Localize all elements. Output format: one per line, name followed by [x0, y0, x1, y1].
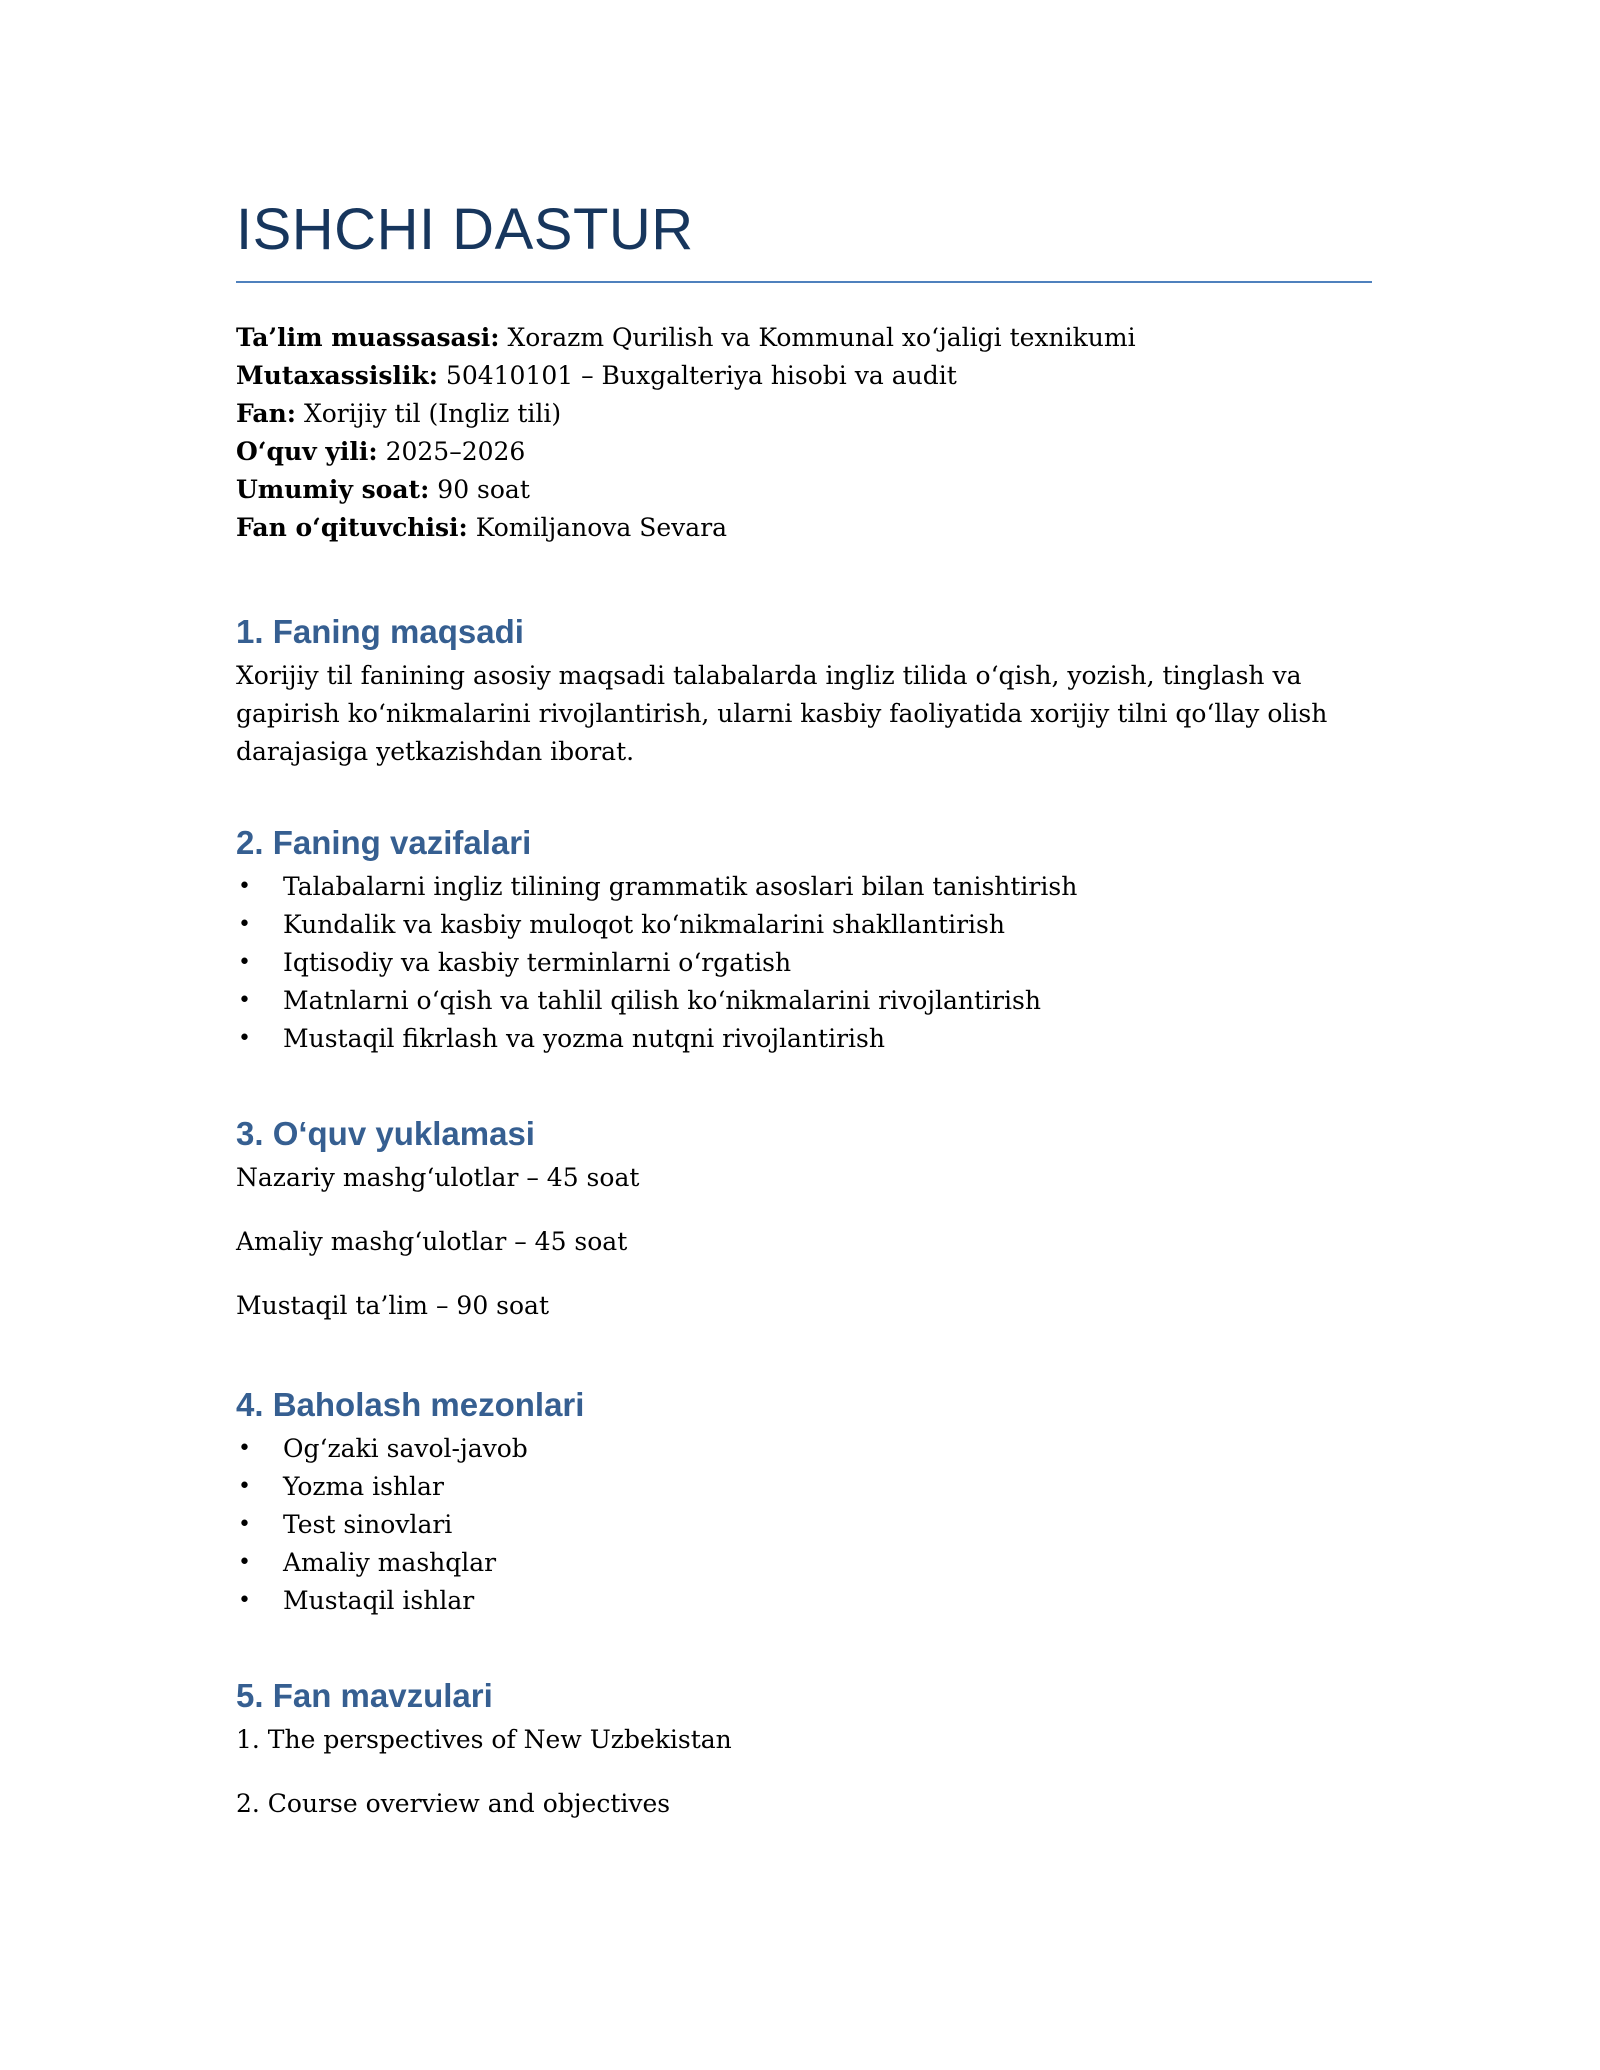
meta-value: Xorijiy til (Ingliz tili)	[296, 399, 562, 428]
list-item-text: Matnlarni oʻqish va tahlil qilish koʻnikmalarini rivojlantirish	[283, 986, 1041, 1015]
list-item-text: Talabalarni ingliz tilining grammatik asoslari bilan tanishtirish	[283, 872, 1078, 901]
list-item-text: Kundalik va kasbiy muloqot koʻnikmalarini shakllantirish	[283, 910, 1005, 939]
meta-label: Oʻquv yili:	[236, 437, 378, 466]
bullet-icon: •	[238, 988, 251, 1013]
bullet-icon: •	[238, 1474, 251, 1499]
list-item	[236, 1468, 1372, 1506]
meta-value: Xorazm Qurilish va Kommunal xoʻjaligi texnikumi	[499, 323, 1136, 352]
meta-value: 2025–2026	[377, 437, 526, 466]
list-item-text: Amaliy mashqlar	[283, 1548, 497, 1577]
meta-row-subject	[236, 395, 1372, 433]
section-heading-workload: 3. Oʻquv yuklamasi	[236, 1115, 535, 1152]
bullet-icon: •	[238, 1436, 251, 1461]
bullet-icon: •	[238, 950, 251, 975]
document-page	[236, 190, 1372, 1823]
list-item-text: Iqtisodiy va kasbiy terminlarni oʻrgatish	[283, 948, 792, 977]
list-item	[236, 944, 1372, 982]
tasks-list	[236, 868, 1372, 1058]
assessment-list	[236, 1430, 1372, 1620]
topic-line: 2. Course overview and objectives	[236, 1789, 671, 1818]
list-item	[236, 1582, 1372, 1620]
list-item	[236, 1544, 1372, 1582]
meta-label: Fan:	[236, 399, 296, 428]
list-item	[236, 982, 1372, 1020]
section-heading-tasks: 2. Faning vazifalari	[236, 824, 532, 861]
list-item	[236, 1430, 1372, 1468]
list-item	[236, 1506, 1372, 1544]
meta-block	[236, 319, 1372, 547]
title-divider	[236, 281, 1372, 283]
workload-line: Nazariy mashgʻulotlar – 45 soat	[236, 1163, 640, 1192]
workload-line: Amaliy mashgʻulotlar – 45 soat	[236, 1227, 628, 1256]
meta-value: 50410101 – Buxgalteriya hisobi va audit	[437, 361, 957, 390]
meta-row-academic-year	[236, 433, 1372, 471]
list-item-text: Test sinovlari	[283, 1510, 453, 1539]
meta-row-specialty	[236, 357, 1372, 395]
meta-value: Komiljanova Sevara	[467, 513, 728, 542]
meta-label: Mutaxassislik:	[236, 361, 438, 390]
list-item	[236, 1020, 1372, 1058]
section-heading-goal: 1. Faning maqsadi	[236, 613, 524, 650]
workload-line: Mustaqil ta’lim – 90 soat	[236, 1291, 550, 1320]
section-heading-assessment: 4. Baholash mezonlari	[236, 1386, 585, 1423]
meta-label: Fan oʻqituvchisi:	[236, 513, 468, 542]
section-goal-text: Xorijiy til fanining asosiy maqsadi talabalarda ingliz tilida oʻqish, yozish, tinglash va gapirish koʻnikmalarini rivojlantirish, ularni kasbiy faoliyatida xorijiy tilni qoʻllay olish darajasiga yetkazishdan iborat.	[236, 661, 1328, 766]
bullet-icon: •	[238, 1550, 251, 1575]
section-heading-topics: 5. Fan mavzulari	[236, 1677, 493, 1714]
bullet-icon: •	[238, 1026, 251, 1051]
meta-label: Umumiy soat:	[236, 475, 430, 504]
list-item-text: Mustaqil fikrlash va yozma nutqni rivojlantirish	[283, 1024, 885, 1053]
bullet-icon: •	[238, 874, 251, 899]
list-item-text: Ogʻzaki savol-javob	[283, 1434, 528, 1463]
bullet-icon: •	[238, 1512, 251, 1537]
meta-row-institution	[236, 319, 1372, 357]
bullet-icon: •	[238, 912, 251, 937]
list-item	[236, 906, 1372, 944]
list-item-text: Yozma ishlar	[283, 1472, 444, 1501]
topic-line: 1. The perspectives of New Uzbekistan	[236, 1725, 732, 1754]
bullet-icon: •	[238, 1588, 251, 1613]
meta-row-teacher	[236, 509, 1372, 547]
meta-label: Ta’lim muassasasi:	[236, 323, 500, 352]
document-title: ISHCHI DASTUR	[236, 197, 694, 262]
meta-value: 90 soat	[429, 475, 530, 504]
meta-row-total-hours	[236, 471, 1372, 509]
list-item	[236, 868, 1372, 906]
list-item-text: Mustaqil ishlar	[283, 1586, 475, 1615]
